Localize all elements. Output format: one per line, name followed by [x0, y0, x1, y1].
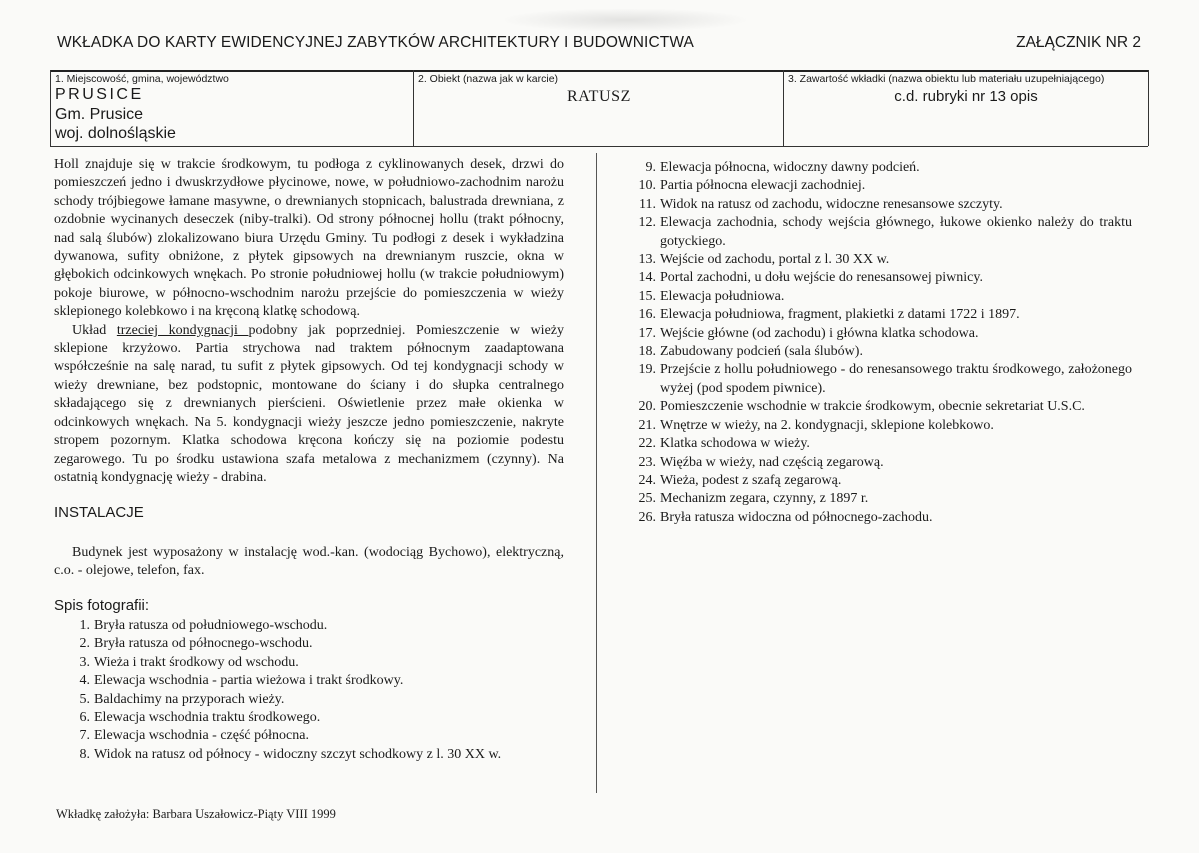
list-item	[617, 288, 1132, 306]
item-text: Wejście od zachodu, portal z l. 30 XX w.	[660, 252, 890, 268]
list-item	[617, 177, 1132, 195]
list-item	[617, 454, 1132, 472]
list-item	[54, 746, 564, 764]
installations-text: Budynek jest wyposażony w instalację wod.-kan. (wodociąg Bychowo), elektryczną, c.o. - olejowe, telefon, fax.	[54, 544, 564, 579]
content-field	[783, 70, 1149, 146]
item-number: 23.	[638, 454, 656, 470]
item-text: Elewacja południowa.	[660, 288, 785, 304]
list-item	[617, 398, 1132, 416]
location-caption: 1. Miejscowość, gmina, województwo	[55, 73, 229, 85]
item-number: 12.	[638, 215, 656, 231]
list-item	[617, 435, 1132, 453]
item-text: Elewacja zachodnia, schody wejścia głównego, łukowe okienko należy do traktu gotyckiego.	[660, 215, 1132, 249]
item-text: Wnętrze w wieży, na 2. kondygnacji, sklepione kolebkowo.	[660, 417, 994, 433]
item-text: Elewacja wschodnia - partia wieżowa i trakt środkowy.	[94, 673, 404, 689]
item-text: Bryła ratusza widoczna od północnego-zachodu.	[660, 509, 933, 525]
item-number: 13.	[638, 252, 656, 268]
place-name: PRUSICE	[55, 86, 144, 103]
item-number: 1.	[79, 617, 90, 633]
object-caption: 2. Obiekt (nazwa jak w karcie)	[418, 73, 559, 85]
object-name: RATUSZ	[566, 88, 632, 105]
item-number: 9.	[645, 160, 656, 175]
item-text: Wieża, podest z szafą zegarową.	[660, 472, 842, 488]
item-number: 5.	[79, 691, 90, 707]
content-value: c.d. rubryki nr 13 opis	[894, 88, 1038, 105]
list-item	[54, 691, 564, 709]
list-item	[617, 214, 1132, 251]
list-item	[617, 472, 1132, 490]
item-text: Elewacja wschodnia - część północna.	[94, 728, 309, 744]
item-text: Widok na ratusz od zachodu, widoczne renesansowe szczyty.	[660, 196, 1003, 212]
item-number: 6.	[79, 709, 90, 725]
list-item	[617, 251, 1132, 269]
item-text: Wejście główne (od zachodu) i główna klatka schodowa.	[660, 325, 979, 341]
item-number: 8.	[79, 746, 90, 762]
item-text: Bryła ratusza od południowego-wschodu.	[94, 617, 328, 633]
list-item	[617, 306, 1132, 324]
item-number: 3.	[79, 654, 90, 670]
form-title: WKŁADKA DO KARTY EWIDENCYJNEJ ZABYTKÓW ARCHITEKTURY I BUDOWNICTWA	[57, 34, 694, 51]
list-item	[617, 343, 1132, 361]
item-number: 15.	[638, 288, 656, 304]
annex-label: ZAŁĄCZNIK NR 2	[1016, 34, 1141, 51]
list-item	[54, 727, 564, 745]
list-item	[617, 325, 1132, 343]
description-paragraph-1: Holl znajduje się w trakcie środkowym, tu podłoga z cyklinowanych desek, drzwi do pomieszczeń jedno i dwuskrzydłowe płycinowe, nowe, w południowo-zachodnim narożu schody trójbiegowe łamane masywne, o drewnianych stopnicach, balustrada drewniana, z ozdobnie wycinanych deseczek (niby-tralki). Od strony północnej hollu (trakt północny, nad salą ślubów) zlokalizowano biura Urzędu Gminy. Tu podłogi z desek i wykładzina dywanowa, sufity obniżone, z płytek gipsowych na drewnianym ruszcie, okna w głębokich odcinkowych wnękach. Po stronie południowej hollu (w trakcie południowym) pokoje biurowe, w północno-wschodnim narożu przejście do pomieszczenia w wieży sklepionego kolebkowo i na kręconą klatkę schodową.	[54, 157, 564, 320]
location-field	[50, 70, 414, 146]
item-number: 10.	[638, 178, 656, 194]
photo-list-left	[54, 617, 564, 764]
item-number: 26.	[638, 509, 656, 525]
item-text: Zabudowany podcień (sala ślubów).	[660, 344, 863, 360]
item-number: 11.	[639, 196, 656, 212]
object-field	[413, 70, 784, 146]
item-text: Elewacja północna, widoczny dawny podcień.	[660, 160, 920, 175]
item-text: Elewacja wschodnia traktu środkowego.	[94, 709, 321, 725]
item-text: Pomieszczenie wschodnie w trakcie środkowym, obecnie sekretariat U.S.C.	[660, 399, 1085, 415]
item-text: Klatka schodowa w wieży.	[660, 436, 810, 452]
item-text: Bryła ratusza od północnego-wschodu.	[94, 636, 313, 652]
item-number: 20.	[638, 399, 656, 415]
scan-smudge	[500, 8, 750, 32]
item-text: Partia północna elewacji zachodniej.	[660, 178, 866, 194]
item-number: 17.	[638, 325, 656, 341]
item-number: 14.	[638, 270, 656, 286]
list-item	[617, 196, 1132, 214]
list-item	[54, 672, 564, 690]
photo-list-right	[617, 159, 1132, 527]
item-number: 22.	[638, 436, 656, 452]
list-item	[54, 709, 564, 727]
item-text: Więźba w wieży, nad częścią zegarową.	[660, 454, 884, 470]
list-item	[617, 361, 1132, 398]
list-item	[617, 269, 1132, 287]
item-text: Portal zachodni, u dołu wejście do renesansowej piwnicy.	[660, 270, 983, 286]
voivodeship-name: woj. dolnośląskie	[55, 125, 176, 142]
installations-heading: INSTALACJE	[54, 504, 144, 522]
para2-underlined: trzeciej kondygnacji	[116, 322, 249, 338]
right-column	[617, 159, 1132, 527]
item-number: 16.	[638, 307, 656, 323]
item-text: Elewacja południowa, fragment, plakietki z datami 1722 i 1897.	[660, 307, 1020, 323]
gmina-name: Gm. Prusice	[55, 106, 144, 123]
para2-start: Układ	[72, 322, 117, 338]
item-number: 2.	[79, 636, 90, 652]
item-text: Mechanizm zegara, czynny, z 1897 r.	[660, 491, 869, 507]
item-number: 19.	[638, 362, 656, 378]
photo-list-heading: Spis fotografii:	[54, 596, 150, 614]
item-number: 4.	[79, 673, 90, 689]
para2-rest: podobny jak poprzedniej. Pomieszczenie w wieży sklepione krzyżowo. Partia strychowa nad traktem północnym zaadaptowana współcześnie na salę narad, tu sufit z płytek gipsowych. Od tej kondygnacji schody w wieży drewniane, bez podstopnic, montowane do ściany i do słupka centralnego składającego się z drewnianych pierścieni. Oświetlenie przez małe okienka w odcinkowych wnękach. Na 5. kondygnacji wieży jeszcze jedno pomieszczenie, nakryte stropem pozornym. Klatka schodowa kręcona kończy się na poziomie podestu zegarowego. Tu po środku ustawiona szafa metalowa z mechanizmem (czynny). Na ostatnią kondygnację wieży - drabina.	[54, 322, 564, 485]
list-item	[617, 490, 1132, 508]
list-item	[617, 159, 1132, 177]
item-number: 18.	[638, 344, 656, 360]
list-item	[54, 617, 564, 635]
header-fields	[50, 70, 1148, 147]
content-caption: 3. Zawartość wkładki (nazwa obiektu lub materiału uzupełniającego)	[788, 73, 1105, 85]
item-text: Przejście z hollu południowego - do renesansowego traktu środkowego, założonego wyżej (pod spodem piwnice).	[660, 362, 1132, 396]
list-item	[617, 417, 1132, 435]
list-item	[617, 509, 1132, 527]
description-paragraph-2	[54, 322, 564, 488]
item-number: 21.	[638, 417, 656, 433]
list-item	[54, 654, 564, 672]
item-text: Baldachimy na przyporach wieży.	[94, 691, 285, 707]
item-number: 7.	[79, 728, 90, 744]
column-divider	[596, 153, 597, 793]
list-item	[54, 635, 564, 653]
left-column	[54, 156, 564, 764]
author-footer: Wkładkę założyła: Barbara Uszałowicz-Piąty VIII 1999	[56, 807, 336, 821]
item-number: 24.	[638, 472, 656, 488]
item-number: 25.	[638, 491, 656, 507]
item-text: Widok na ratusz od północy - widoczny szczyt schodkowy z l. 30 XX w.	[94, 746, 502, 762]
item-text: Wieża i trakt środkowy od wschodu.	[94, 654, 299, 670]
